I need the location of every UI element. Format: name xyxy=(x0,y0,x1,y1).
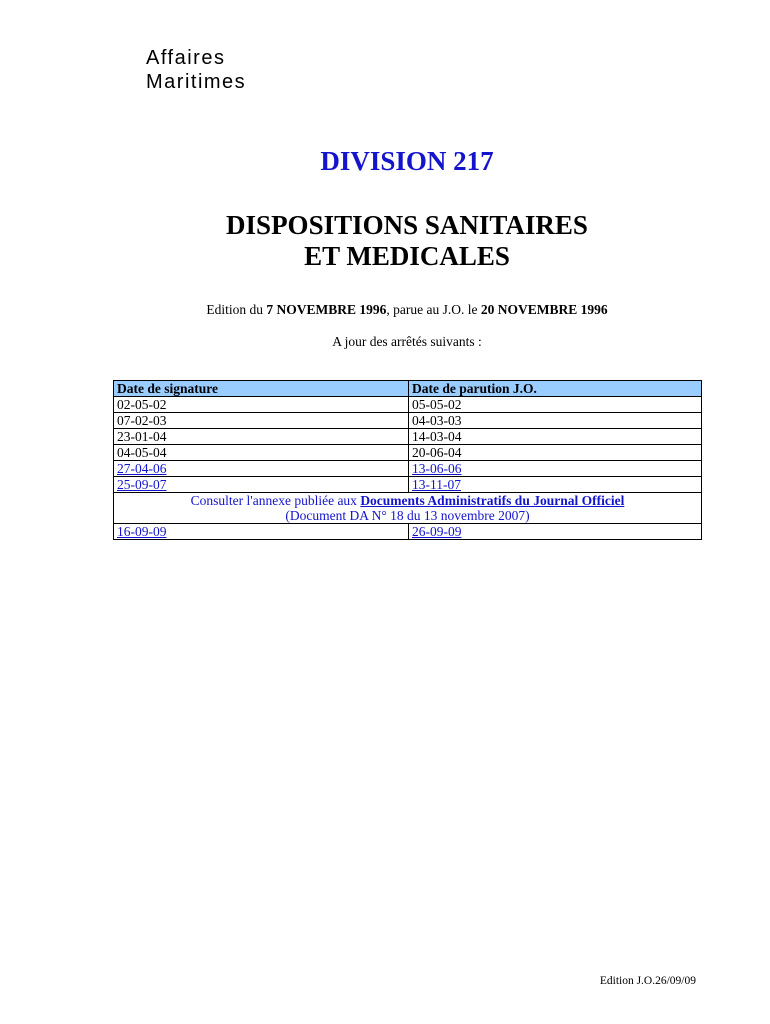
jo-date: 20 NOVEMBRE 1996 xyxy=(480,302,608,317)
table-row xyxy=(114,413,702,429)
col-header-signature: Date de signature xyxy=(114,381,409,397)
table-header-row xyxy=(114,381,702,397)
table-row xyxy=(114,397,702,413)
subject-line-1: DISPOSITIONS SANITAIRES xyxy=(226,210,588,240)
org-line-2: Maritimes xyxy=(146,71,247,93)
signature-date-link[interactable]: 27-04-06 xyxy=(117,461,167,476)
subject-line-2: ET MEDICALES xyxy=(304,241,510,271)
org-line-1: Affaires xyxy=(146,47,226,69)
edition-line xyxy=(0,302,770,318)
table-row xyxy=(114,429,702,445)
table-row xyxy=(114,477,702,493)
edition-date: 7 NOVEMBRE 1996 xyxy=(266,302,387,317)
parution-date: 04-03-03 xyxy=(409,413,702,429)
arretes-table xyxy=(113,380,702,540)
signature-date-link[interactable]: 25-09-07 xyxy=(117,477,167,492)
parution-date-link[interactable]: 13-06-06 xyxy=(412,461,462,476)
signature-date-link[interactable]: 16-09-09 xyxy=(117,524,167,539)
division-title: DIVISION 217 xyxy=(320,146,494,176)
ajour-text: A jour des arrêtés suivants : xyxy=(332,334,482,349)
signature-date: 04-05-04 xyxy=(114,445,409,461)
table-row xyxy=(114,445,702,461)
parution-date: 20-06-04 xyxy=(409,445,702,461)
edition-prefix: Edition du xyxy=(206,302,267,317)
table-row xyxy=(114,524,702,540)
parution-date-link[interactable]: 26-09-09 xyxy=(412,524,462,539)
parution-date-link[interactable]: 13-11-07 xyxy=(412,477,461,492)
table-note-row xyxy=(114,493,702,524)
annex-note-prefix: Consulter l'annexe publiée aux xyxy=(190,493,361,508)
annex-note xyxy=(114,493,702,524)
parution-date: 14-03-04 xyxy=(409,429,702,445)
document-subject xyxy=(0,210,770,272)
signature-date: 07-02-03 xyxy=(114,413,409,429)
signature-date: 23-01-04 xyxy=(114,429,409,445)
documents-administratifs-link[interactable]: Documents Administratifs du Journal Officiel xyxy=(360,493,625,508)
annex-note-document: (Document DA N° 18 du 13 novembre 2007) xyxy=(285,508,530,523)
col-header-parution: Date de parution J.O. xyxy=(409,381,702,397)
footer-edition: Edition J.O.26/09/09 xyxy=(599,975,696,987)
edition-middle: , parue au J.O. le xyxy=(386,302,481,317)
table-row xyxy=(114,461,702,477)
organization-header xyxy=(146,46,246,94)
signature-date: 02-05-02 xyxy=(114,397,409,413)
parution-date: 05-05-02 xyxy=(409,397,702,413)
